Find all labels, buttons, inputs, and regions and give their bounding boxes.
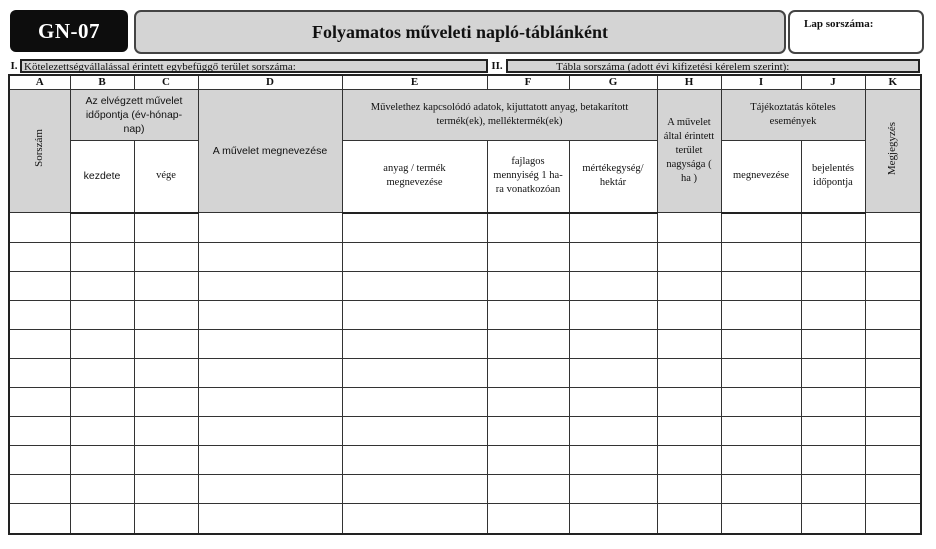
table-cell[interactable] [342,213,487,243]
table-cell[interactable] [657,358,721,387]
table-cell[interactable] [9,474,70,503]
table-cell[interactable] [342,329,487,358]
area-header: A művelet által érintett terület nagysága ( ha ) [657,90,721,213]
table-cell[interactable] [721,416,801,445]
table-cell[interactable] [134,474,198,503]
table-cell[interactable] [198,213,342,243]
table-cell[interactable] [342,445,487,474]
table-cell[interactable] [487,503,569,534]
table-cell[interactable] [70,474,134,503]
table-cell[interactable] [9,416,70,445]
table-cell[interactable] [865,445,921,474]
table-row [9,300,921,329]
table-cell[interactable] [342,300,487,329]
remark-header [865,90,921,213]
form-code: GN-07 [38,18,100,43]
sorszam-header [9,90,70,213]
table-cell[interactable] [70,503,134,534]
table-cell[interactable] [198,445,342,474]
table-cell[interactable] [342,416,487,445]
table-cell[interactable] [721,300,801,329]
table-cell[interactable] [801,213,865,243]
notify-group-header: Tájékoztatás köteles események [721,90,865,141]
table-cell[interactable] [801,416,865,445]
section2-label: Tábla sorszáma (adott évi kifizetési kérelem szerint): [556,61,790,73]
table-cell[interactable] [487,474,569,503]
column-letter: C [134,75,198,90]
unit-header: mértékegység/ hektár [569,141,657,213]
table-cell[interactable] [134,300,198,329]
section1-marker: I. [8,59,22,73]
table-cell[interactable] [801,358,865,387]
table-cell[interactable] [657,503,721,534]
start-date-header: kezdete [70,141,134,213]
table-cell[interactable] [569,387,657,416]
table-cell[interactable] [487,242,569,271]
table-cell[interactable] [134,213,198,243]
info-row [8,59,920,73]
table-cell[interactable] [801,271,865,300]
remark-label: Megjegyzés [886,121,899,175]
table-cell[interactable] [9,213,70,243]
sheet-number-label: Lap sorszáma: [804,18,874,30]
table-cell[interactable] [70,416,134,445]
table-cell[interactable] [801,387,865,416]
table-cell[interactable] [70,242,134,271]
header-row-2 [9,141,921,213]
table-cell[interactable] [198,474,342,503]
table-cell[interactable] [801,503,865,534]
table-cell[interactable] [569,271,657,300]
table-cell[interactable] [9,271,70,300]
table-cell[interactable] [342,358,487,387]
table-cell[interactable] [569,242,657,271]
table-cell[interactable] [721,271,801,300]
table-cell[interactable] [134,445,198,474]
table-cell[interactable] [70,213,134,243]
table-cell[interactable] [70,358,134,387]
table-cell[interactable] [487,213,569,243]
column-letter: E [342,75,487,90]
table-cell[interactable] [801,300,865,329]
table-cell[interactable] [134,503,198,534]
table-cell[interactable] [721,503,801,534]
table-cell[interactable] [865,271,921,300]
table-cell[interactable] [9,242,70,271]
table-cell[interactable] [865,329,921,358]
column-letter: D [198,75,342,90]
table-cell[interactable] [134,271,198,300]
table-cell[interactable] [801,242,865,271]
operation-name-header: A művelet megnevezése [198,90,342,213]
table-cell[interactable] [865,416,921,445]
table-cell[interactable] [569,358,657,387]
notify-name-header: megnevezése [721,141,801,213]
table-cell[interactable] [134,358,198,387]
table-row [9,213,921,243]
section2-marker: II. [488,59,508,73]
table-cell[interactable] [487,329,569,358]
column-letter: H [657,75,721,90]
table-cell[interactable] [865,242,921,271]
table-row [9,416,921,445]
table-row [9,329,921,358]
table-cell[interactable] [721,358,801,387]
header-row-1 [9,90,921,141]
table-cell[interactable] [70,445,134,474]
table-cell[interactable] [721,213,801,243]
table-cell[interactable] [9,387,70,416]
table-cell[interactable] [198,271,342,300]
table-cell[interactable] [134,329,198,358]
column-letter: J [801,75,865,90]
table-cell[interactable] [865,358,921,387]
table-cell[interactable] [721,445,801,474]
table-cell[interactable] [342,271,487,300]
table-cell[interactable] [198,358,342,387]
table-cell[interactable] [657,329,721,358]
table-cell[interactable] [487,416,569,445]
table-cell[interactable] [342,242,487,271]
table-cell[interactable] [342,387,487,416]
table-cell[interactable] [70,271,134,300]
table-cell[interactable] [801,329,865,358]
table-cell[interactable] [9,503,70,534]
table-cell[interactable] [657,474,721,503]
table-cell[interactable] [487,271,569,300]
table-cell[interactable] [657,416,721,445]
table-cell[interactable] [198,300,342,329]
table-row [9,358,921,387]
column-letter: G [569,75,657,90]
table-row [9,445,921,474]
table-cell[interactable] [657,387,721,416]
specific-qty-header: fajlagos mennyiség 1 ha-ra vonatkozóan [487,141,569,213]
table-cell[interactable] [569,445,657,474]
table-cell[interactable] [657,242,721,271]
table-cell[interactable] [721,242,801,271]
table-cell[interactable] [198,387,342,416]
table-cell[interactable] [801,474,865,503]
table-cell[interactable] [9,445,70,474]
table-row [9,503,921,534]
table-cell[interactable] [865,503,921,534]
form-code-badge [10,10,128,52]
table-cell[interactable] [487,445,569,474]
table-cell[interactable] [865,300,921,329]
table-cell[interactable] [198,329,342,358]
table-cell[interactable] [9,358,70,387]
table-row [9,387,921,416]
table-cell[interactable] [134,416,198,445]
table-cell[interactable] [9,329,70,358]
section1-label: Kötelezettségvállalással érintett egybefüggő terület sorszáma: [24,61,296,73]
table-cell[interactable] [198,242,342,271]
column-letter: B [70,75,134,90]
table-cell[interactable] [198,503,342,534]
date-group-header: Az elvégzett művelet időpontja (év-hónap-nap) [70,90,198,141]
table-row [9,474,921,503]
table-cell[interactable] [569,474,657,503]
table-cell[interactable] [865,213,921,243]
material-name-header: anyag / termék megnevezése [342,141,487,213]
column-letter: A [9,75,70,90]
table-cell[interactable] [569,416,657,445]
table-cell[interactable] [9,300,70,329]
table-cell[interactable] [657,213,721,243]
table-cell[interactable] [657,445,721,474]
table-cell[interactable] [487,300,569,329]
table-cell[interactable] [134,242,198,271]
table-cell[interactable] [198,416,342,445]
data-group-header: Művelethez kapcsolódó adatok, kijuttatott anyag, betakarított termék(ek), melléktermék(ek) [342,90,657,141]
form-title-box [134,10,786,54]
table-cell[interactable] [721,329,801,358]
table-cell[interactable] [865,387,921,416]
table-cell[interactable] [801,445,865,474]
column-letter: I [721,75,801,90]
table-cell[interactable] [487,358,569,387]
table-cell[interactable] [487,387,569,416]
table-cell[interactable] [569,503,657,534]
table-cell[interactable] [342,474,487,503]
table-row [9,242,921,271]
table-cell[interactable] [657,271,721,300]
table-cell[interactable] [721,387,801,416]
table-cell[interactable] [70,300,134,329]
table-cell[interactable] [70,387,134,416]
operation-log-table [8,74,922,535]
end-date-header: vége [134,141,198,213]
sheet-number-field[interactable] [788,10,924,54]
form-title: Folyamatos műveleti napló-táblánként [311,21,608,42]
table-row [9,271,921,300]
sorszam-label: Sorszám [33,129,46,168]
table-cell[interactable] [342,503,487,534]
table-cell[interactable] [721,474,801,503]
table-cell[interactable] [134,387,198,416]
table-cell[interactable] [569,213,657,243]
notify-date-header: bejelentés időpontja [801,141,865,213]
table-cell[interactable] [569,300,657,329]
table-cell[interactable] [70,329,134,358]
table-cell[interactable] [657,300,721,329]
column-letter: F [487,75,569,90]
column-letter: K [865,75,921,90]
column-letter-row [9,75,921,90]
table-cell[interactable] [865,474,921,503]
table-cell[interactable] [569,329,657,358]
